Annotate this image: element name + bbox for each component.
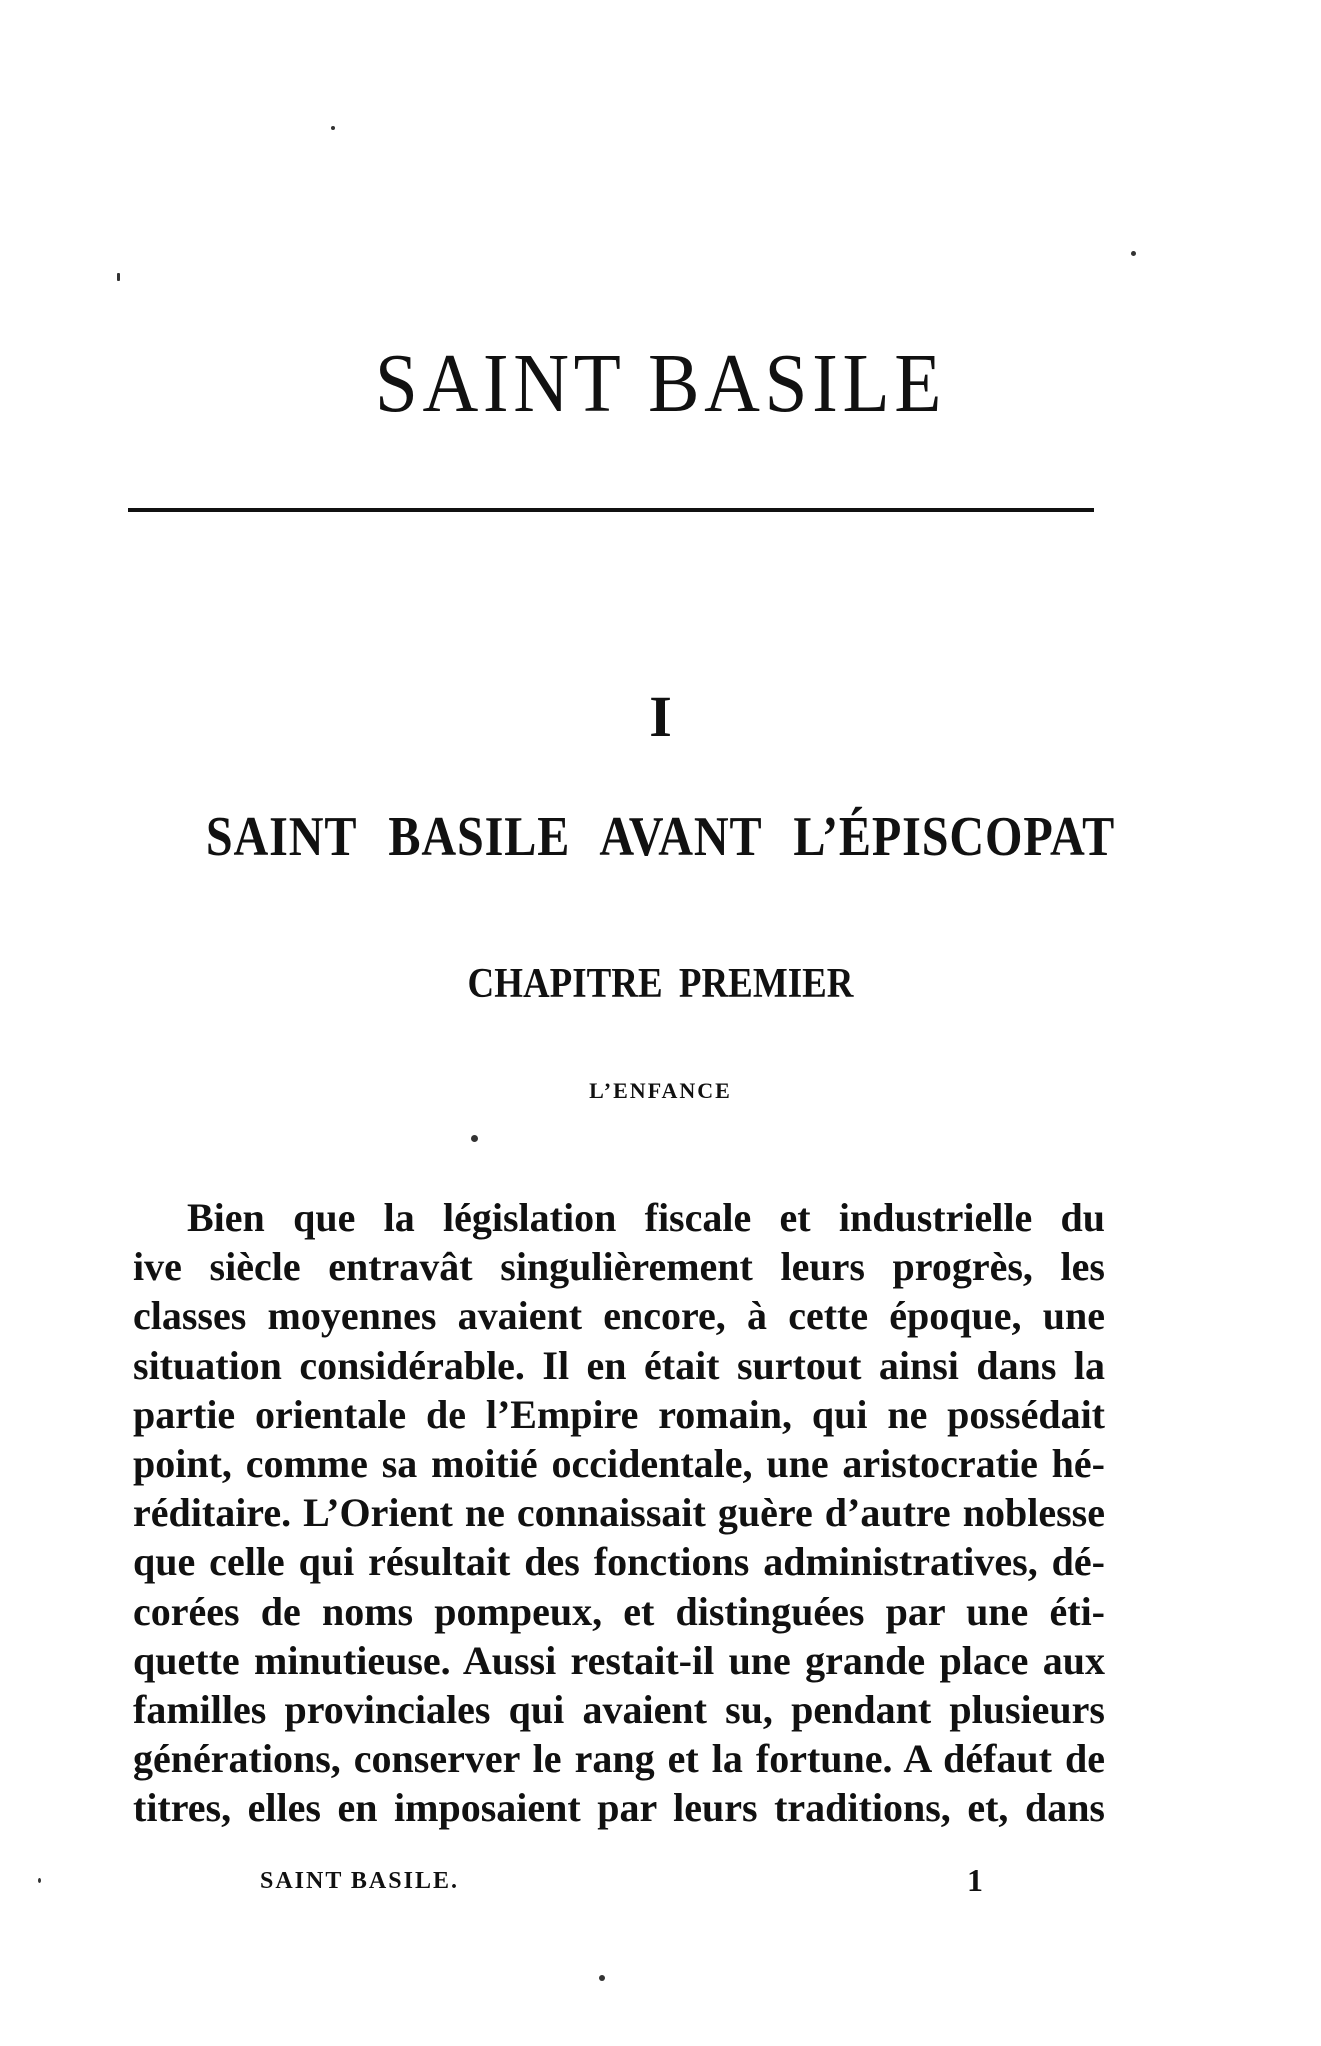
ink-speck <box>38 1878 41 1883</box>
body-line: quette minutieuse. Aussi restait-il une grande place aux <box>133 1637 1105 1683</box>
part-title: SAINT BASILE AVANT L’ÉPISCOPAT <box>205 806 1116 868</box>
body-line: classes moyennes avaient encore, à cette époque, une <box>133 1293 1105 1339</box>
chapter-subtitle: L’ENFANCE <box>589 1078 732 1103</box>
body-text <box>133 1193 1105 1832</box>
ink-speck <box>471 1135 478 1142</box>
body-line: générations, conserver le rang et la fortune. A défaut de <box>133 1736 1105 1782</box>
ink-speck <box>331 126 335 130</box>
body-line: corées de noms pompeux, et distinguées par une éti- <box>133 1588 1105 1634</box>
book-title: SAINT BASILE <box>374 337 947 430</box>
body-line: partie orientale de l’Empire romain, qui ne possédait <box>133 1391 1105 1437</box>
sheet-number: 1 <box>967 1862 983 1898</box>
body-line: familles provinciales qui avaient su, pendant plusieurs <box>133 1686 1105 1732</box>
body-line: Bien que la législation fiscale et industrielle du <box>187 1195 1105 1240</box>
body-line: point, comme sa moitié occidentale, une aristocratie hé- <box>133 1440 1105 1486</box>
chapter-heading: CHAPITRE PREMIER <box>467 961 854 1007</box>
signature-mark: SAINT BASILE. <box>260 1868 459 1894</box>
title-rule <box>128 508 1094 512</box>
ink-speck <box>1131 251 1136 256</box>
body-line: que celle qui résultait des fonctions administratives, dé- <box>133 1539 1105 1585</box>
body-line: titres, elles en imposaient par leurs traditions, et, dans <box>133 1785 1105 1831</box>
page-footer <box>0 1862 1321 1902</box>
body-line: situation considérable. Il en était surtout ainsi dans la <box>133 1342 1105 1388</box>
ink-speck <box>117 273 120 281</box>
ink-speck <box>599 1975 605 1981</box>
part-number: I <box>649 684 672 749</box>
body-line: ive siècle entravât singulièrement leurs progrès, les <box>133 1244 1105 1290</box>
body-line: réditaire. L’Orient ne connaissait guère d’autre noblesse <box>133 1490 1105 1536</box>
